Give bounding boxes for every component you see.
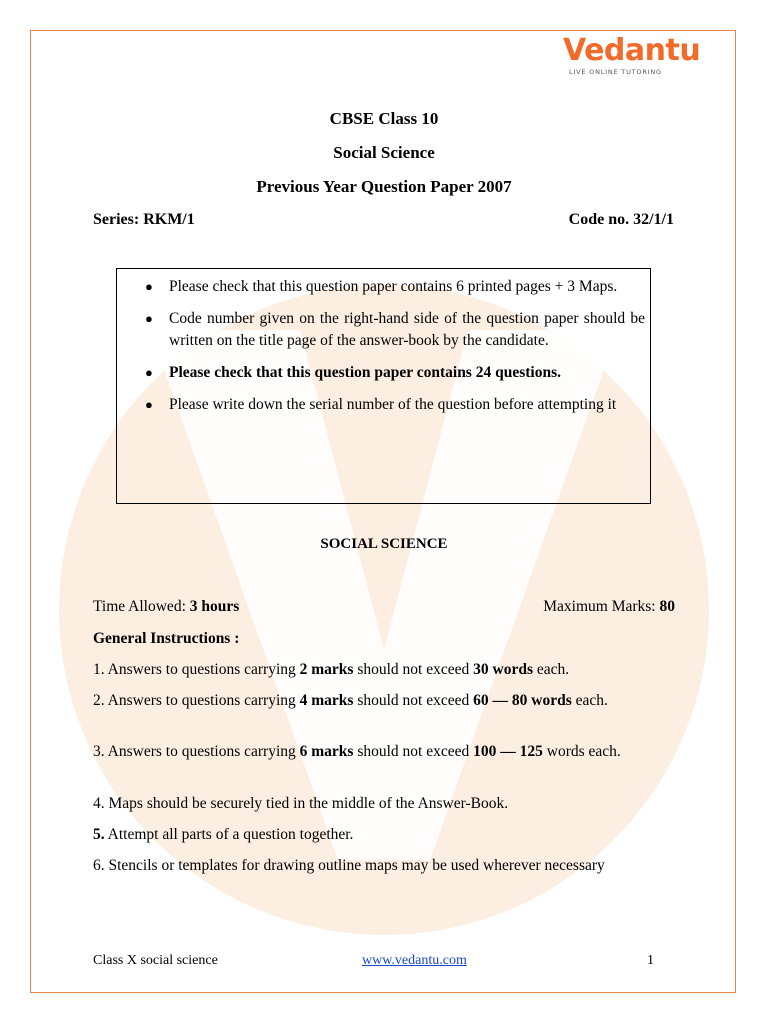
- instruction-emph: 2 marks: [299, 661, 354, 678]
- bullet-icon: ●: [145, 311, 153, 326]
- instruction-text: Attempt all parts of a question together.: [104, 826, 354, 843]
- vedantu-logo: [563, 33, 701, 80]
- bullet-icon: ●: [145, 365, 153, 380]
- bullet-icon: ●: [145, 279, 153, 294]
- footer-website-link[interactable]: www.vedantu.com: [362, 953, 467, 968]
- time-allowed: [93, 596, 239, 618]
- notice-item: [140, 308, 645, 352]
- instruction-text: each.: [533, 661, 570, 678]
- instruction-emph: 60 — 80 words: [473, 692, 572, 709]
- instruction-text: 3. Answers to questions carrying: [93, 743, 300, 760]
- instruction-number: 5.: [93, 826, 105, 843]
- notice-item: [140, 394, 645, 416]
- instruction-text: each.: [571, 692, 608, 709]
- page-number: 1: [647, 953, 654, 968]
- instructions-heading: General Instructions :: [93, 630, 240, 647]
- paper-year-title: Previous Year Question Paper 2007: [256, 177, 512, 196]
- instruction-item-4: 4. Maps should be securely tied in the middle of the Answer-Book.: [93, 795, 509, 812]
- time-label: Time Allowed:: [93, 598, 190, 615]
- instruction-text: should not exceed: [353, 692, 474, 709]
- instruction-item-5: [93, 824, 675, 846]
- instruction-emph: 100 — 125: [473, 743, 543, 760]
- notice-text: Please check that this question paper contains 24 questions.: [169, 364, 561, 381]
- bullet-icon: ●: [145, 397, 153, 412]
- notice-list: [140, 276, 645, 426]
- section-heading: SOCIAL SCIENCE: [320, 536, 448, 552]
- exam-meta-row: [93, 596, 675, 618]
- series-label: Series: RKM/1: [93, 211, 195, 228]
- instruction-text: 2. Answers to questions carrying: [93, 692, 300, 709]
- instruction-item-1: [93, 659, 675, 681]
- instruction-item-2: [93, 690, 675, 712]
- code-number: Code no. 32/1/1: [568, 211, 674, 228]
- logo-tagline: LIVE ONLINE TUTORING: [569, 68, 662, 76]
- instruction-text: should not exceed: [353, 661, 474, 678]
- notice-text: Code number given on the right-hand side of the question paper should be written on the title page of the answer-book by the candidate.: [169, 310, 645, 349]
- footer-left: Class X social science: [93, 953, 218, 968]
- instruction-emph: 30 words: [473, 661, 533, 678]
- maximum-marks: [543, 596, 675, 618]
- logo-wordmark: Vedantu: [563, 33, 701, 68]
- instruction-emph: 6 marks: [299, 743, 354, 760]
- paper-title: CBSE Class 10: [329, 109, 439, 128]
- instruction-text: 1. Answers to questions carrying: [93, 661, 300, 678]
- instruction-item-3: [93, 741, 675, 763]
- instruction-text: words each.: [542, 743, 621, 760]
- notice-text: Please check that this question paper contains 6 printed pages + 3 Maps.: [169, 278, 618, 295]
- subject-title: Social Science: [333, 143, 435, 162]
- instruction-emph: 4 marks: [299, 692, 354, 709]
- marks-label: Maximum Marks:: [543, 598, 660, 615]
- instruction-item-6: 6. Stencils or templates for drawing outline maps may be used wherever necessary: [93, 857, 605, 874]
- notice-text: Please write down the serial number of the question before attempting it: [169, 396, 617, 413]
- notice-item: [140, 362, 645, 384]
- marks-value: 80: [659, 598, 675, 615]
- notice-item: [140, 276, 645, 298]
- time-value: 3 hours: [189, 598, 240, 615]
- instruction-text: should not exceed: [353, 743, 474, 760]
